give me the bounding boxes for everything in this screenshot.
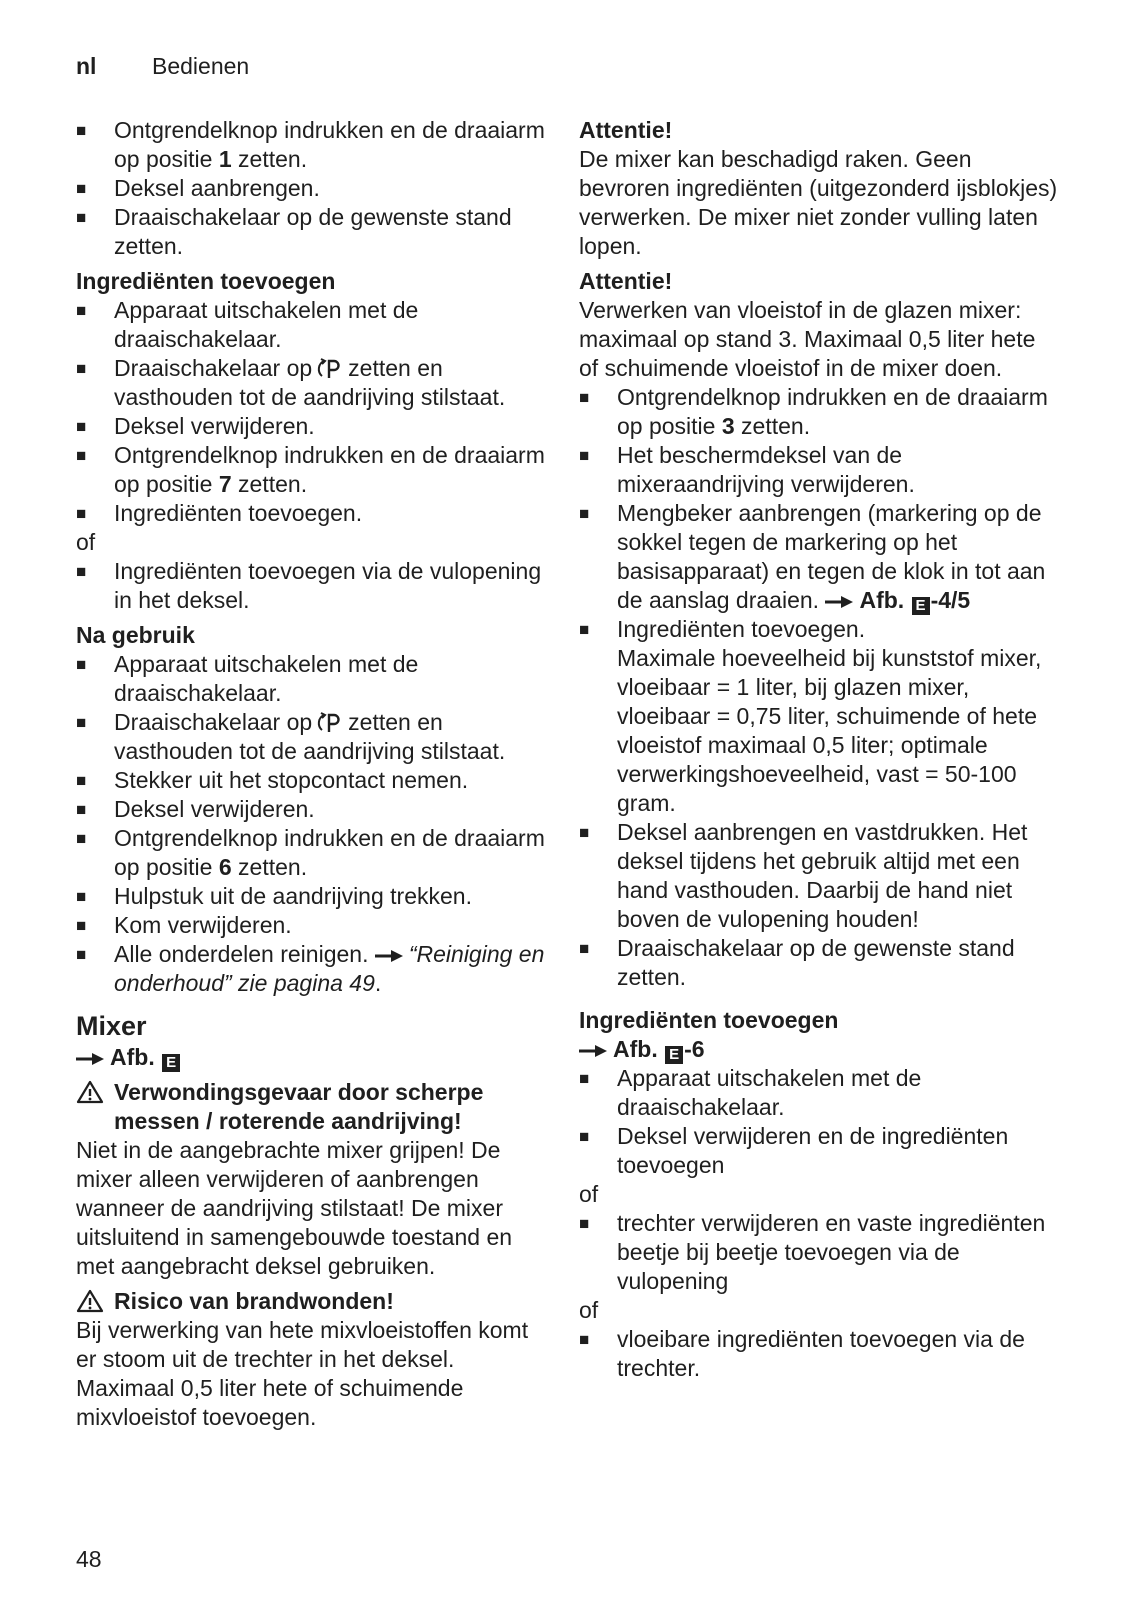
section-title-mixer: Mixer bbox=[76, 1011, 147, 1041]
list-item: ■ Deksel verwijderen. bbox=[76, 795, 546, 824]
list-item: ■ Draaischakelaar op de gewenste stand zetten. bbox=[579, 934, 1059, 992]
or-text: of bbox=[76, 529, 96, 555]
list-item: ■ Apparaat uitschakelen met de draaischakelaar. bbox=[76, 650, 546, 708]
list-item: ■ Ontgrendelknop indrukken en de draaiarm op positie 3 zetten. bbox=[579, 383, 1059, 441]
list-item: ■ trechter verwijderen en vaste ingrediënten beetje bij beetje toevoegen via de vulopening bbox=[579, 1209, 1059, 1296]
warning-heading: Verwondingsgevaar door scherpe messen / roterende aandrijving! bbox=[76, 1078, 546, 1136]
attention-heading: Attentie! bbox=[579, 117, 673, 143]
or-text: of bbox=[579, 1297, 599, 1323]
pulse-symbol-icon bbox=[316, 710, 344, 736]
list-item: ■ Draaischakelaar op de gewenste stand zetten. bbox=[76, 203, 546, 261]
list-item: ■ Ontgrendelknop indrukken en de draaiarm op positie 6 zetten. bbox=[76, 824, 546, 882]
list-item: ■ Deksel verwijderen. bbox=[76, 412, 546, 441]
section-heading: Ingrediënten toevoegen bbox=[76, 268, 336, 294]
list-item: ■ Alle onderdelen reinigen. “Reiniging en onderhoud” zie pagina 49. bbox=[76, 940, 546, 998]
left-column bbox=[76, 116, 546, 1432]
figure-label: E bbox=[912, 597, 930, 615]
list-item: ■ Apparaat uitschakelen met de draaischakelaar. bbox=[579, 1064, 1059, 1122]
list-item: ■ Draaischakelaar op zetten en vasthouden tot de aandrijving stilstaat. bbox=[76, 354, 546, 412]
paragraph: De mixer kan beschadigd raken. Geen bevroren ingrediënten (uitgezonderd ijsblokjes) verwerken. De mixer niet zonder vulling laten lopen. bbox=[579, 146, 1058, 259]
page-number: 48 bbox=[76, 1546, 102, 1572]
list-item: ■ Deksel verwijderen en de ingrediënten toevoegen bbox=[579, 1122, 1059, 1180]
figure-label: E bbox=[162, 1054, 180, 1072]
warning-triangle-icon bbox=[76, 1289, 104, 1313]
warning-heading: Risico van brandwonden! bbox=[76, 1287, 546, 1316]
page-header bbox=[76, 52, 249, 81]
paragraph: Verwerken van vloeistof in de glazen mixer: maximaal op stand 3. Maximaal 0,5 liter hete of schuimende vloeistof in de mixer doen. bbox=[579, 297, 1036, 381]
list-item: ■ vloeibare ingrediënten toevoegen via de trechter. bbox=[579, 1325, 1059, 1383]
attention-heading: Attentie! bbox=[579, 268, 673, 294]
figure-label: E bbox=[665, 1046, 683, 1064]
list-item: ■ Hulpstuk uit de aandrijving trekken. bbox=[76, 882, 546, 911]
list-item: ■ Ingrediënten toevoegen. bbox=[76, 499, 546, 528]
list-item: ■ Ingrediënten toevoegen via de vulopening in het deksel. bbox=[76, 557, 546, 615]
list-item: ■ Kom verwijderen. bbox=[76, 911, 546, 940]
list-item: ■ Deksel aanbrengen en vastdrukken. Het deksel tijdens het gebruik altijd met een hand vasthouden. Daarbij de hand niet boven de vulopening houden! bbox=[579, 818, 1059, 934]
list-item: ■ Deksel aanbrengen. bbox=[76, 174, 546, 203]
arrow-right-icon bbox=[579, 1044, 609, 1058]
list-item: ■ Apparaat uitschakelen met de draaischakelaar. bbox=[76, 296, 546, 354]
list-item: ■ Het beschermdeksel van de mixeraandrijving verwijderen. bbox=[579, 441, 1059, 499]
paragraph: Niet in de aangebrachte mixer grijpen! De mixer alleen verwijderen of aanbrengen wanneer de aandrijving stilstaat! De mixer uitsluitend in samengebouwde toestand en met aangebracht deksel gebruiken. bbox=[76, 1137, 513, 1279]
list-item: ■ Stekker uit het stopcontact nemen. bbox=[76, 766, 546, 795]
list-item: ■ Ontgrendelknop indrukken en de draaiarm op positie 1 zetten. bbox=[76, 116, 546, 174]
arrow-right-icon bbox=[825, 595, 855, 609]
list-item: ■ Ingrediënten toevoegen. Maximale hoeveelheid bij kunststof mixer, vloeibaar = 1 liter, bij glazen mixer, vloeibaar = 0,75 liter, schuimende of hete vloeistof maximaal 0,5 liter; optimale verwerkingshoeveelheid, vast = 50-100 gram. bbox=[579, 615, 1059, 818]
or-text: of bbox=[579, 1181, 599, 1207]
section-heading: Ingrediënten toevoegen bbox=[579, 1007, 839, 1033]
list-item: ■ Draaischakelaar op zetten en vasthouden tot de aandrijving stilstaat. bbox=[76, 708, 546, 766]
section-heading: Na gebruik bbox=[76, 622, 195, 648]
language-code: nl bbox=[76, 53, 97, 79]
list-item: ■ Mengbeker aanbrengen (markering op de sokkel tegen de markering op het basisapparaat) en tegen de klok in tot aan de aanslag draaien. Afb. E -4/5 bbox=[579, 499, 1059, 615]
arrow-right-icon bbox=[76, 1052, 106, 1066]
arrow-right-icon bbox=[375, 949, 405, 963]
section-title: Bedienen bbox=[152, 53, 250, 79]
list-item: ■ Ontgrendelknop indrukken en de draaiarm op positie 7 zetten. bbox=[76, 441, 546, 499]
pulse-symbol-icon bbox=[316, 356, 344, 382]
paragraph: Bij verwerking van hete mixvloeistoffen komt er stoom uit de trechter in het deksel. Maximaal 0,5 liter hete of schuimende mixvloeistof toevoegen. bbox=[76, 1317, 529, 1430]
figure-reference: Afb. E bbox=[76, 1043, 546, 1072]
figure-reference: Afb. E -6 bbox=[579, 1035, 1059, 1064]
warning-triangle-icon bbox=[76, 1080, 104, 1104]
right-column bbox=[579, 116, 1059, 1383]
cross-reference-link[interactable]: “Reiniging en onderhoud” zie pagina 49 bbox=[114, 941, 545, 996]
